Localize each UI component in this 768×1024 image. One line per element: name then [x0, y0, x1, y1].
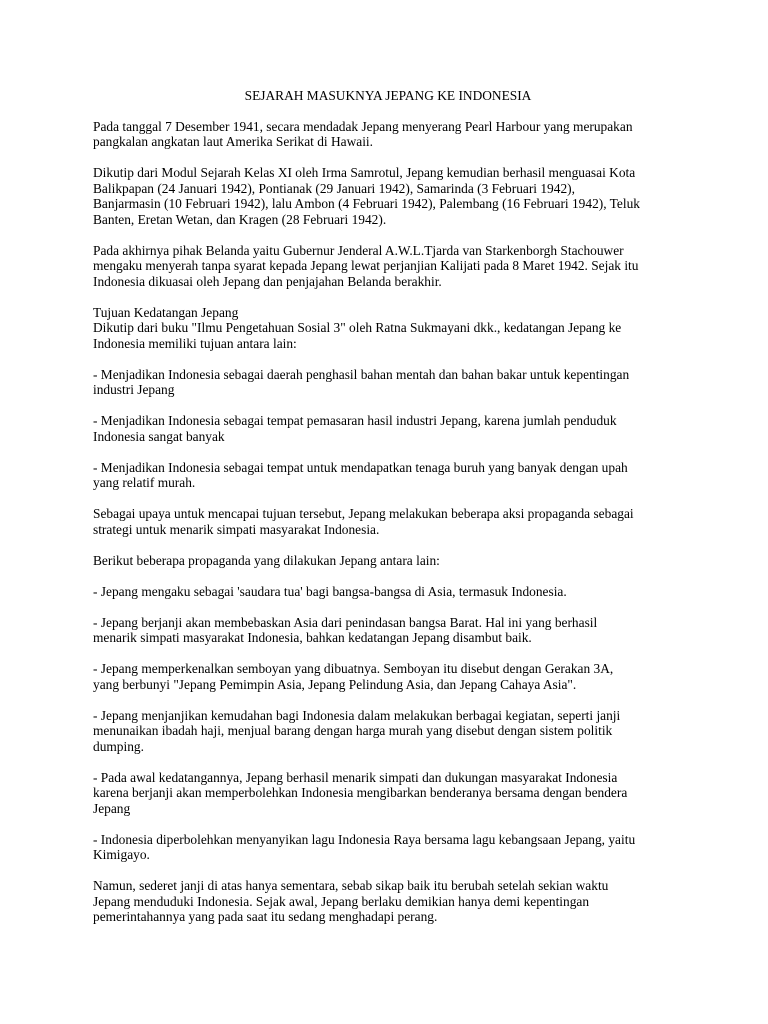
paragraph-conquered-cities: Dikutip dari Modul Sejarah Kelas XI oleh Irma Samrotul, Jepang kemudian berhasil menguasai Kota Balikpapan (24 Januari 1942), Pontianak (29 Januari 1942), Samarinda (3 Februari 1942), Banjarmasin (10 Februari 1942), lalu Ambon (4 Februari 1942), Palembang (16 Februari 1942), Teluk Banten, Eretan Wetan, dan Kragen (28 Februari 1942).	[93, 165, 640, 227]
paragraph-conclusion: Namun, sederet janji di atas hanya sementara, sebab sikap baik itu berubah setelah sekian waktu Jepang menduduki Indonesia. Sejak awal, Jepang berlaku demikian hanya demi kepentingan pemerintahannya yang pada saat itu sedang menghadapi perang.	[93, 878, 609, 924]
paragraph-propaganda-strategy: Sebagai upaya untuk mencapai tujuan tersebut, Jepang melakukan beberapa aksi propaganda sebagai strategi untuk menarik simpati masyarakat Indonesia.	[93, 506, 634, 537]
list-item-propaganda-older-brother: - Jepang mengaku sebagai 'saudara tua' bagi bangsa-bangsa di Asia, termasuk Indonesia.	[93, 583, 567, 599]
list-item-propaganda-conveniences: - Jepang menjanjikan kemudahan bagi Indonesia dalam melakukan berbagai kegiatan, seperti janji menunaikan ibadah haji, menjual barang dengan harga murah yang disebut dengan sistem politik dumping.	[93, 707, 621, 754]
list-item-goal-labor: - Menjadikan Indonesia sebagai tempat untuk mendapatkan tenaga buruh yang banyak dengan upah yang relatif murah.	[93, 459, 628, 490]
list-item-propaganda-3a: - Jepang memperkenalkan semboyan yang dibuatnya. Semboyan itu disebut dengan Gerakan 3A, yang berbunyi "Jepang Pemimpin Asia, Jepang Pelindung Asia, dan Jepang Cahaya Asia".	[93, 661, 614, 692]
list-item-propaganda-liberation: - Jepang berjanji akan membebaskan Asia dari penindasan bangsa Barat. Hal ini yang berhasil menarik simpati masyarakat Indonesia, bahkan kedatangan Jepang disambut baik.	[93, 614, 598, 645]
paragraph-propaganda-intro: Berikut beberapa propaganda yang dilakukan Jepang antara lain:	[93, 552, 440, 568]
paragraph-pearl-harbour: Pada tanggal 7 Desember 1941, secara mendadak Jepang menyerang Pearl Harbour yang merupakan pangkalan angkatan laut Amerika Serikat di Hawaii.	[93, 118, 633, 149]
paragraph-dutch-surrender: Pada akhirnya pihak Belanda yaitu Gubernur Jenderal A.W.L.Tjarda van Starkenborgh Stachouwer mengaku menyerah tanpa syarat kepada Jepang lewat perjanjian Kalijati pada 8 Maret 1942. Sejak itu Indonesia dikuasai oleh Jepang dan penjajahan Belanda berakhir.	[93, 242, 639, 289]
document-title: SEJARAH MASUKNYA JEPANG KE INDONESIA	[244, 88, 532, 103]
paragraph-goals-heading: Tujuan Kedatangan Jepang Dikutip dari buku "Ilmu Pengetahuan Sosial 3" oleh Ratna Sukmayani dkk., kedatangan Jepang ke Indonesia memiliki tujuan antara lain:	[93, 304, 622, 351]
list-item-propaganda-anthem: - Indonesia diperbolehkan menyanyikan lagu Indonesia Raya bersama lagu kebangsaan Jepang, yaitu Kimigayo.	[93, 831, 636, 862]
list-item-propaganda-flag: - Pada awal kedatangannya, Jepang berhasil menarik simpati dan dukungan masyarakat Indonesia karena berjanji akan memperbolehkan Indonesia mengibarkan benderanya bersama dengan bendera Jepang	[93, 769, 628, 816]
list-item-goal-market: - Menjadikan Indonesia sebagai tempat pemasaran hasil industri Jepang, karena jumlah penduduk Indonesia sangat banyak	[93, 413, 617, 444]
document-page	[93, 88, 683, 940]
list-item-goal-raw-materials: - Menjadikan Indonesia sebagai daerah penghasil bahan mentah dan bahan bakar untuk kepentingan industri Jepang	[93, 366, 630, 397]
